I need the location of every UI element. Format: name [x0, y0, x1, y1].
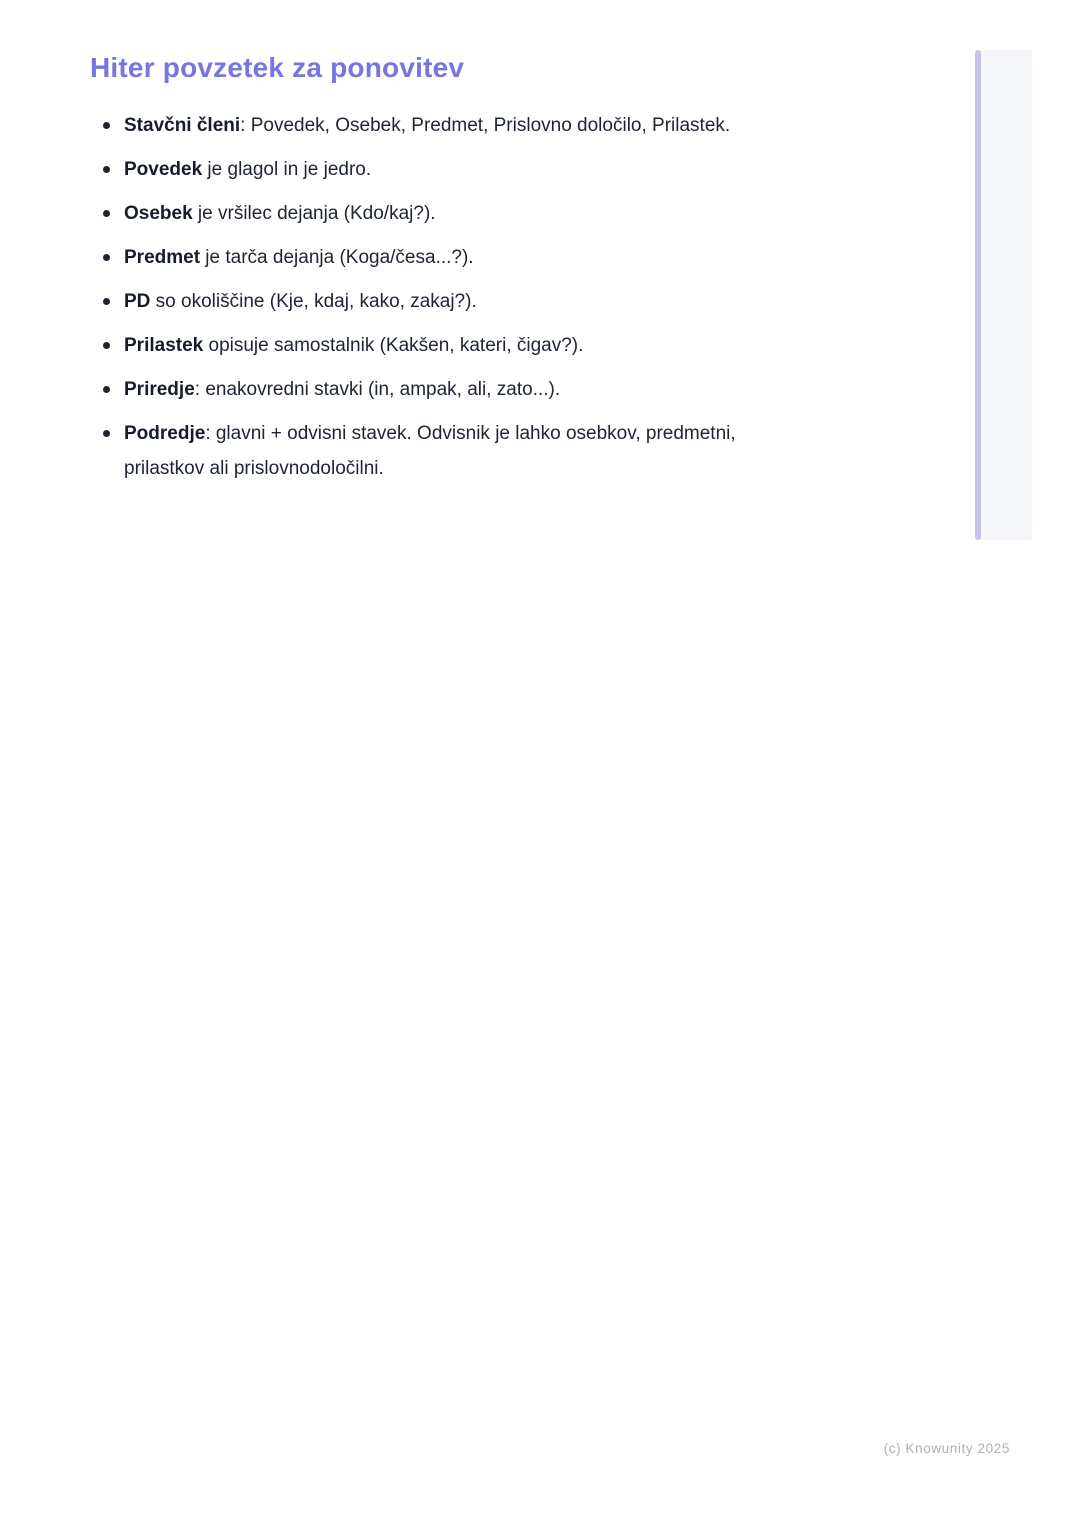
list-item-term: Podredje: [124, 423, 206, 444]
list-item-text: : glavni + odvisni stavek. Odvisnik je lahko osebkov, predmetni, prilastkov ali prislovnodoločilni.: [124, 423, 736, 479]
copyright-notice: (c) Knowunity 2025: [883, 1441, 1010, 1456]
list-item-text: : enakovredni stavki (in, ampak, ali, zato...).: [194, 379, 561, 400]
list-item-term: Priredje: [124, 379, 195, 400]
list-item-text: je glagol in je jedro.: [202, 159, 372, 180]
list-item-term: Povedek: [124, 159, 203, 180]
list-item: [90, 328, 814, 363]
list-item-term: PD: [124, 291, 151, 312]
right-margin-panel: [977, 50, 1032, 540]
vertical-accent-bar: [975, 50, 981, 540]
list-item-term: Predmet: [124, 247, 201, 268]
list-item-text: opisuje samostalnik (Kakšen, kateri, čigav?).: [203, 335, 584, 356]
list-item: [90, 240, 814, 275]
list-item-text: je tarča dejanja (Koga/česa...?).: [200, 247, 474, 268]
list-item-text: : Povedek, Osebek, Predmet, Prislovno določilo, Prilastek.: [240, 115, 731, 136]
list-item-text: je vršilec dejanja (Kdo/kaj?).: [192, 203, 436, 224]
document-content: [90, 52, 814, 495]
list-item: [90, 416, 814, 486]
list-item: [90, 196, 814, 231]
list-item: [90, 152, 814, 187]
list-item-text: so okoliščine (Kje, kdaj, kako, zakaj?).: [150, 291, 477, 312]
summary-list: [90, 108, 814, 486]
list-item: [90, 284, 814, 319]
list-item-term: Osebek: [124, 203, 193, 224]
list-item-term: Prilastek: [124, 335, 204, 356]
list-item: [90, 108, 814, 143]
list-item-term: Stavčni členi: [124, 115, 241, 136]
page-title: Hiter povzetek za ponovitev: [90, 52, 465, 83]
list-item: [90, 372, 814, 407]
